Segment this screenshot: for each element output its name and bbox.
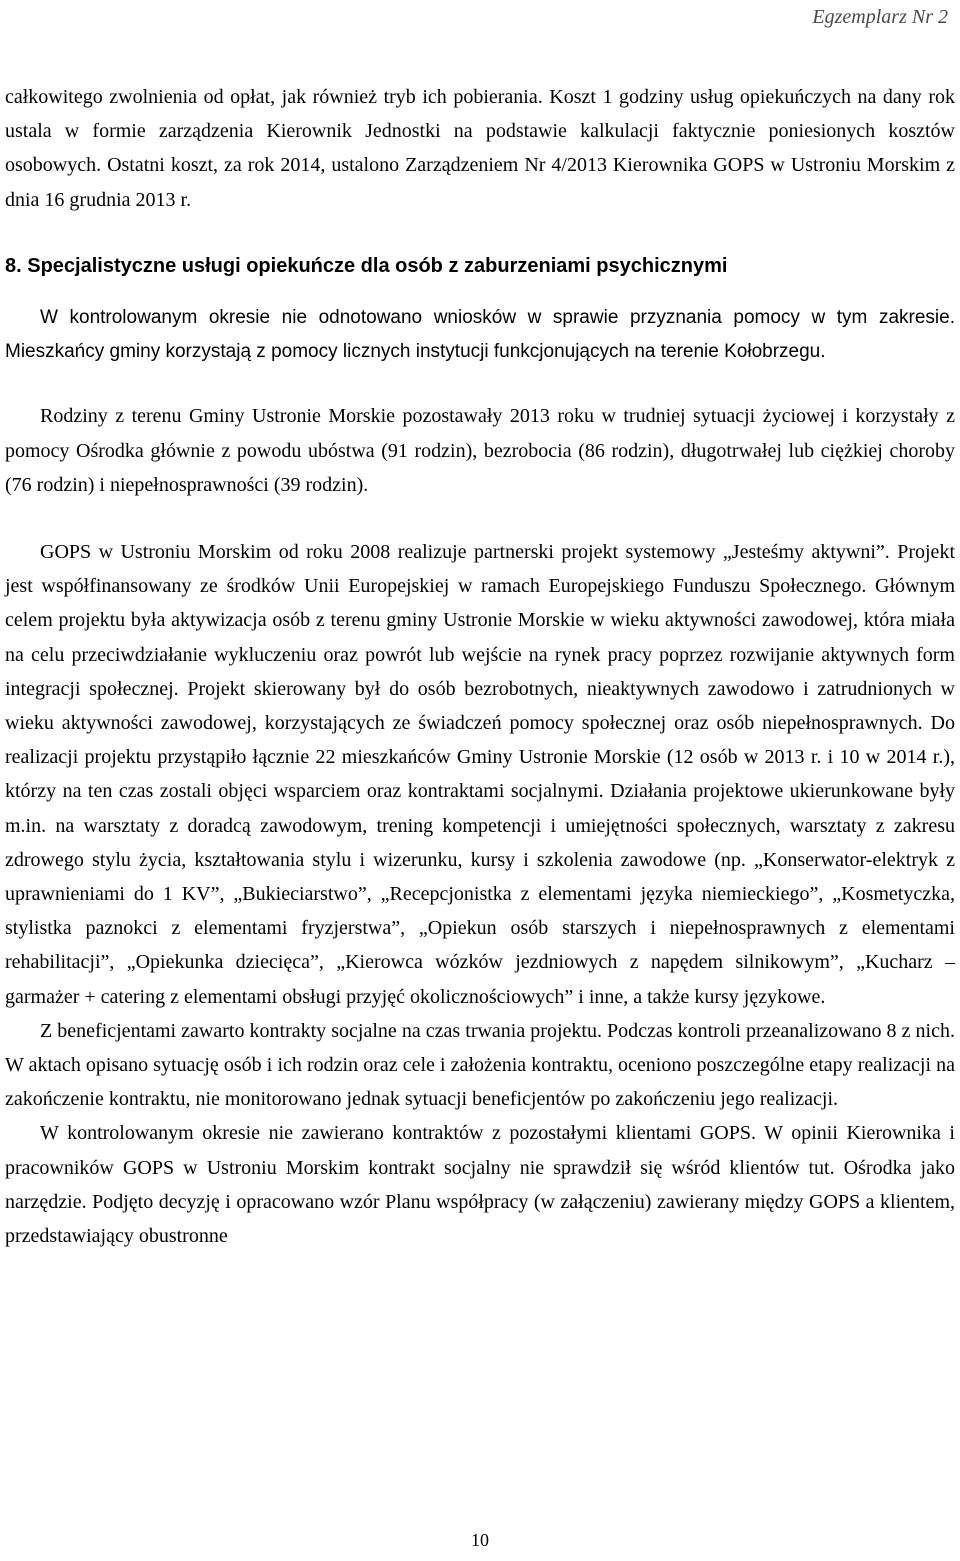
paragraph-other-clients: W kontrolowanym okresie nie zawierano kontraktów z pozostałymi klientami GOPS. W opinii Kierownika i pracowników GOPS w Ustroniu Morskim kontrakt socjalny nie sprawdził się wśród klientów tut. Ośrodka jako narzędzie. Podjęto decyzję i opracowano wzór Planu współpracy (w załączeniu) zawierany między GOPS a klientem, przedstawiający obustronne bbox=[5, 1122, 955, 1248]
paragraph-section-8: W kontrolowanym okresie nie odnotowano wniosków w sprawie przyznania pomocy w tym zakresie. Mieszkańcy gminy korzystają z pomocy licznych instytucji funkcjonujących na terenie Kołobrzegu. bbox=[5, 307, 955, 363]
paragraph-families: Rodziny z terenu Gminy Ustronie Morskie pozostawały 2013 roku w trudniej sytuacji życiowej i korzystały z pomocy Ośrodka głównie z powodu ubóstwa (91 rodzin), bezrobocia (86 rodzin), długotrwałej lub ciężkiej choroby (76 rodzin) i niepełnosprawności (39 rodzin). bbox=[5, 405, 955, 496]
paragraph-contracts: Z beneficjentami zawarto kontrakty socjalne na czas trwania projektu. Podczas kontroli przeanalizowano 8 z nich. W aktach opisano sytuację osób i ich rodzin oraz cele i założenia kontraktu, oceniono poszczególne etapy realizacji na zakończenie kontraktu, nie monitorowano jednak sytuacji beneficjentów po zakończeniu jego realizacji. bbox=[5, 1019, 955, 1111]
section-heading-8: 8. Specjalistyczne usługi opiekuńcze dla osób z zaburzeniami psychicznymi bbox=[5, 254, 728, 277]
page-number: 10 bbox=[471, 1530, 489, 1550]
paragraph-cost-continuation: całkowitego zwolnienia od opłat, jak również tryb ich pobierania. Koszt 1 godziny usług opiekuńczych na dany rok ustala w formie zarządzenia Kierownik Jednostki na podstawie kalkulacji faktycznie poniesionych kosztów osobowych. Ostatni koszt, za rok 2014, ustalono Zarządzeniem Nr 4/2013 Kierownika GOPS w Ustroniu Morskim z dnia 16 grudnia 2013 r. bbox=[5, 86, 955, 211]
document-body bbox=[5, 80, 955, 1253]
paragraph-project: GOPS w Ustroniu Morskim od roku 2008 realizuje partnerski projekt systemowy „Jesteśmy aktywni”. Projekt jest współfinansowany ze środków Unii Europejskiej w ramach Europejskiego Funduszu Społecznego. Głównym celem projektu była aktywizacja osób z terenu gminy Ustronie Morskie w wieku aktywności zawodowej, która miała na celu przeciwdziałanie wykluczeniu oraz powrót lub wejście na rynek pracy poprzez rozwijanie aktywnych form integracji społecznej. Projekt skierowany był do osób bezrobotnych, nieaktywnych zawodowo i zatrudnionych w wieku aktywności zawodowej, korzystających ze świadczeń pomocy społecznej oraz osób niepełnosprawnych. Do realizacji projektu przystąpiło łącznie 22 mieszkańców Gminy Ustronie Morskie (12 osób w 2013 r. i 10 w 2014 r.), którzy na ten czas zostali objęci wsparciem oraz kontraktami socjalnymi. Działania projektowe ukierunkowane były m.in. na warsztaty z doradcą zawodowym, trening kompetencji i umiejętności społecznych, warsztaty z zakresu zdrowego stylu życia, kształtowania stylu i wizerunku, kursy i szkolenia zawodowe (np. „Konserwator-elektryk z uprawnieniami do 1 KV”, „Bukieciarstwo”, „Recepcjonistka z elementami języka niemieckiego”, „Kosmetyczka, stylistka paznokci z elementami fryzjerstwa”, „Opiekun osób starszych i niepełnosprawnych z elementami rehabilitacji”, „Opiekunka dziecięca”, „Kierowca wózków jezdniowych z napędem silnikowym”, „Kucharz – garmażer + catering z elementami obsługi przyjęć okolicznościowych” i inne, a także kursy językowe. bbox=[5, 541, 955, 1008]
copy-number-header: Egzemplarz Nr 2 bbox=[812, 6, 948, 28]
